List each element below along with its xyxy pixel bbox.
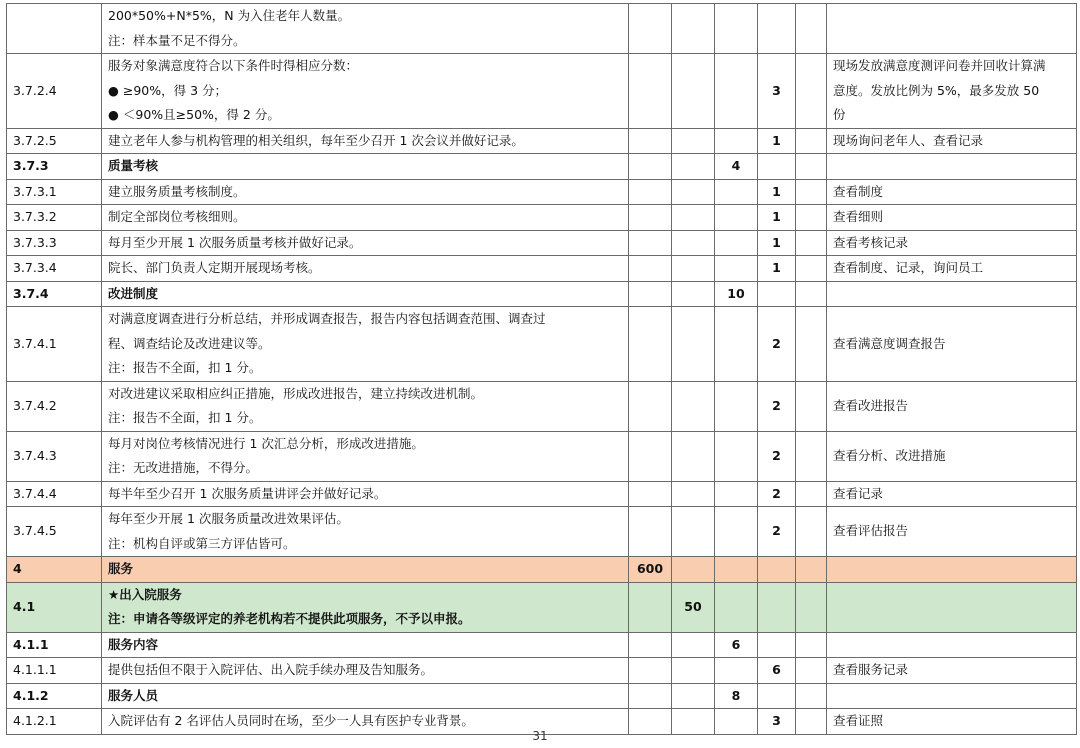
item-code-cell: 4: [7, 557, 102, 583]
blank-cell: [796, 281, 827, 307]
score-level-4-cell: [758, 4, 796, 54]
method-cell: [827, 658, 1077, 684]
score-level-4-cell: [758, 281, 796, 307]
content-line: ● ≥90%，得 3 分；: [108, 82, 228, 98]
score-level-1-cell: [629, 658, 672, 684]
method-line: 查看考核记录: [833, 234, 909, 250]
content-line: 200*50%+N*5%，N 为入住老年人数量。: [108, 8, 351, 23]
method-line: 查看分析、改进措施: [833, 447, 946, 463]
content-line: 服务人员: [108, 687, 159, 703]
score-level-3-cell: 6: [715, 632, 758, 658]
method-line: 查看满意度调查报告: [833, 335, 946, 351]
item-code-cell: 3.7.4.2: [7, 381, 102, 431]
score-level-4-cell: 1: [758, 179, 796, 205]
item-code-cell: 3.7.4.5: [7, 507, 102, 557]
item-code-cell: 3.7.3.3: [7, 230, 102, 256]
content-line: ★出入院服务: [108, 586, 182, 602]
score-level-2-cell: [672, 658, 715, 684]
method-cell: [827, 632, 1077, 658]
score-level-2-cell: [672, 4, 715, 54]
content-line: 注：报告不全面，扣 1 分。: [108, 360, 262, 375]
score-level-4-cell: [758, 557, 796, 583]
score-level-2-cell: [672, 128, 715, 154]
method-cell: [827, 557, 1077, 583]
score-level-4-cell: 1: [758, 128, 796, 154]
score-level-3-cell: [715, 307, 758, 382]
item-content-cell: [102, 431, 629, 481]
score-level-4-cell: 2: [758, 307, 796, 382]
content-line: 改进制度: [108, 285, 159, 301]
table-row: [7, 632, 1077, 658]
item-code-cell: 3.7.4.4: [7, 481, 102, 507]
score-level-4-cell: 2: [758, 507, 796, 557]
blank-cell: [796, 381, 827, 431]
item-code-cell: 3.7.3: [7, 154, 102, 180]
content-line: 程、调查结论及改进建议等。: [108, 335, 271, 351]
table-row: [7, 154, 1077, 180]
content-line: 建立服务质量考核制度。: [108, 183, 246, 199]
score-level-3-cell: [715, 481, 758, 507]
item-content-cell: [102, 632, 629, 658]
item-code-cell: 4.1: [7, 582, 102, 632]
score-level-2-cell: [672, 307, 715, 382]
item-code-cell: 4.1.2.1: [7, 709, 102, 735]
table-row: [7, 230, 1077, 256]
content-line: 每月至少开展 1 次服务质量考核并做好记录。: [108, 234, 362, 250]
item-code-cell: 3.7.3.4: [7, 256, 102, 282]
table-row: [7, 507, 1077, 557]
method-cell: [827, 154, 1077, 180]
method-cell: [827, 281, 1077, 307]
score-level-1-cell: [629, 431, 672, 481]
score-level-1-cell: [629, 507, 672, 557]
content-line: 对满意度调查进行分析总结，并形成调查报告，报告内容包括调查范围、调查过: [108, 311, 546, 326]
content-line: 服务: [108, 561, 134, 576]
score-level-2-cell: [672, 256, 715, 282]
content-line: 注：机构自评或第三方评估皆可。: [108, 535, 296, 551]
blank-cell: [796, 54, 827, 129]
blank-cell: [796, 256, 827, 282]
method-line: 查看评估报告: [833, 523, 909, 539]
score-level-1-cell: [629, 582, 672, 632]
method-cell: [827, 128, 1077, 154]
method-cell: [827, 381, 1077, 431]
score-level-2-cell: [672, 381, 715, 431]
score-level-2-cell: [672, 481, 715, 507]
method-cell: [827, 179, 1077, 205]
item-content-cell: [102, 205, 629, 231]
score-level-3-cell: [715, 557, 758, 583]
score-level-1-cell: [629, 4, 672, 54]
content-line: 每半年至少召开 1 次服务质量讲评会并做好记录。: [108, 485, 387, 501]
content-line: 制定全部岗位考核细则。: [108, 209, 246, 224]
item-content-cell: [102, 307, 629, 382]
criteria-table: [6, 3, 1077, 735]
content-line: 注：申请各等级评定的养老机构若不提供此项服务，不予以申报。: [108, 611, 471, 626]
item-code-cell: 3.7.3.1: [7, 179, 102, 205]
score-level-4-cell: [758, 154, 796, 180]
table-row: [7, 658, 1077, 684]
score-level-3-cell: [715, 431, 758, 481]
blank-cell: [796, 632, 827, 658]
method-cell: [827, 431, 1077, 481]
score-level-4-cell: 1: [758, 205, 796, 231]
score-level-1-cell: [629, 307, 672, 382]
score-level-3-cell: [715, 4, 758, 54]
score-level-1-cell: [629, 381, 672, 431]
item-code-cell: 3.7.2.5: [7, 128, 102, 154]
score-level-1-cell: [629, 179, 672, 205]
content-line: 提供包括但不限于入院评估、出入院手续办理及告知服务。: [108, 662, 434, 677]
method-cell: [827, 54, 1077, 129]
item-code-cell: 3.7.3.2: [7, 205, 102, 231]
table-row: [7, 381, 1077, 431]
blank-cell: [796, 582, 827, 632]
item-content-cell: [102, 507, 629, 557]
item-code-cell: 4.1.1: [7, 632, 102, 658]
content-line: 注：样本量不足不得分。: [108, 32, 246, 48]
score-level-4-cell: 1: [758, 230, 796, 256]
score-level-3-cell: [715, 582, 758, 632]
score-level-3-cell: [715, 381, 758, 431]
method-cell: [827, 507, 1077, 557]
content-line: ● ＜90%且≥50%，得 2 分。: [108, 107, 280, 122]
content-line: 入院评估有 2 名评估人员同时在场，至少一人具有医护专业背景。: [108, 713, 474, 728]
score-level-3-cell: [715, 205, 758, 231]
content-line: 服务对象满意度符合以下条件时得相应分数：: [108, 58, 359, 73]
score-level-2-cell: [672, 507, 715, 557]
item-content-cell: [102, 381, 629, 431]
content-line: 院长、部门负责人定期开展现场考核。: [108, 260, 321, 275]
method-cell: [827, 307, 1077, 382]
item-content-cell: [102, 256, 629, 282]
score-level-2-cell: 50: [672, 582, 715, 632]
blank-cell: [796, 481, 827, 507]
item-code-cell: 3.7.4.3: [7, 431, 102, 481]
table-row: [7, 128, 1077, 154]
blank-cell: [796, 230, 827, 256]
item-content-cell: [102, 128, 629, 154]
table-row: [7, 683, 1077, 709]
method-line: 查看记录: [833, 485, 884, 501]
method-line: 查看制度、记录，询问员工: [833, 260, 984, 275]
score-level-1-cell: [629, 281, 672, 307]
method-cell: [827, 256, 1077, 282]
score-level-1-cell: [629, 481, 672, 507]
table-row: [7, 557, 1077, 583]
method-cell: [827, 230, 1077, 256]
score-level-4-cell: 3: [758, 54, 796, 129]
score-level-3-cell: [715, 128, 758, 154]
method-line: 意度。发放比例为 5%，最多发放 50: [833, 82, 1040, 98]
score-level-1-cell: [629, 256, 672, 282]
item-content-cell: [102, 582, 629, 632]
blank-cell: [796, 154, 827, 180]
blank-cell: [796, 658, 827, 684]
method-cell: [827, 4, 1077, 54]
score-level-2-cell: [672, 154, 715, 180]
score-level-1-cell: [629, 632, 672, 658]
table-row: [7, 431, 1077, 481]
score-level-4-cell: 3: [758, 709, 796, 735]
blank-cell: [796, 4, 827, 54]
table-row: [7, 256, 1077, 282]
item-code-cell: 3.7.4: [7, 281, 102, 307]
method-line: 现场询问老年人、查看记录: [833, 132, 984, 148]
item-content-cell: [102, 557, 629, 583]
score-level-3-cell: 10: [715, 281, 758, 307]
page-number: 31: [532, 729, 548, 743]
score-level-3-cell: [715, 54, 758, 129]
method-cell: [827, 205, 1077, 231]
score-level-1-cell: [629, 128, 672, 154]
method-line: 查看细则: [833, 209, 884, 224]
score-level-4-cell: 2: [758, 381, 796, 431]
score-level-4-cell: 2: [758, 431, 796, 481]
score-level-2-cell: [672, 230, 715, 256]
score-level-2-cell: [672, 431, 715, 481]
method-line: 查看服务记录: [833, 662, 909, 677]
content-line: 每月对岗位考核情况进行 1 次汇总分析，形成改进措施。: [108, 435, 424, 451]
score-level-3-cell: [715, 179, 758, 205]
score-level-3-cell: 4: [715, 154, 758, 180]
score-level-2-cell: [672, 557, 715, 583]
item-content-cell: [102, 683, 629, 709]
score-level-4-cell: 1: [758, 256, 796, 282]
blank-cell: [796, 683, 827, 709]
blank-cell: [796, 431, 827, 481]
content-line: 质量考核: [108, 158, 159, 173]
score-level-1-cell: [629, 683, 672, 709]
score-level-3-cell: 8: [715, 683, 758, 709]
table-row: [7, 205, 1077, 231]
table-row: [7, 481, 1077, 507]
item-content-cell: [102, 54, 629, 129]
blank-cell: [796, 507, 827, 557]
item-content-cell: [102, 154, 629, 180]
score-level-4-cell: [758, 683, 796, 709]
item-code-cell: 4.1.2: [7, 683, 102, 709]
score-level-4-cell: [758, 632, 796, 658]
method-line: 份: [833, 107, 846, 122]
item-content-cell: [102, 4, 629, 54]
method-line: 查看证照: [833, 713, 884, 728]
score-level-1-cell: [629, 54, 672, 129]
score-level-4-cell: 6: [758, 658, 796, 684]
score-level-2-cell: [672, 683, 715, 709]
content-line: 每年至少开展 1 次服务质量改进效果评估。: [108, 511, 349, 526]
item-content-cell: [102, 481, 629, 507]
item-code-cell: 3.7.4.1: [7, 307, 102, 382]
item-code-cell: [7, 4, 102, 54]
score-level-2-cell: [672, 205, 715, 231]
score-level-2-cell: [672, 632, 715, 658]
score-level-3-cell: [715, 507, 758, 557]
score-level-3-cell: [715, 256, 758, 282]
item-code-cell: 3.7.2.4: [7, 54, 102, 129]
method-cell: [827, 683, 1077, 709]
table-row: [7, 54, 1077, 129]
blank-cell: [796, 557, 827, 583]
method-cell: [827, 582, 1077, 632]
method-line: 查看改进报告: [833, 397, 909, 413]
item-content-cell: [102, 658, 629, 684]
content-line: 建立老年人参与机构管理的相关组织，每年至少召开 1 次会议并做好记录。: [108, 132, 524, 148]
content-line: 注：报告不全面，扣 1 分。: [108, 410, 262, 425]
content-line: 注：无改进措施，不得分。: [108, 460, 259, 475]
method-line: 查看制度: [833, 183, 884, 199]
score-level-2-cell: [672, 179, 715, 205]
score-level-1-cell: [629, 205, 672, 231]
score-level-3-cell: [715, 658, 758, 684]
blank-cell: [796, 179, 827, 205]
content-line: 服务内容: [108, 636, 159, 652]
table-row: [7, 179, 1077, 205]
score-level-1-cell: [629, 230, 672, 256]
table-row: [7, 4, 1077, 54]
score-level-3-cell: [715, 230, 758, 256]
item-content-cell: [102, 281, 629, 307]
item-content-cell: [102, 230, 629, 256]
blank-cell: [796, 128, 827, 154]
table-row: [7, 307, 1077, 382]
table-row: [7, 582, 1077, 632]
score-level-1-cell: 600: [629, 557, 672, 583]
method-cell: [827, 481, 1077, 507]
score-level-2-cell: [672, 54, 715, 129]
content-line: 对改进建议采取相应纠正措施，形成改进报告，建立持续改进机制。: [108, 385, 484, 401]
score-level-4-cell: 2: [758, 481, 796, 507]
blank-cell: [796, 205, 827, 231]
blank-cell: [796, 307, 827, 382]
item-code-cell: 4.1.1.1: [7, 658, 102, 684]
score-level-2-cell: [672, 281, 715, 307]
score-level-1-cell: [629, 154, 672, 180]
table-row: [7, 281, 1077, 307]
score-level-4-cell: [758, 582, 796, 632]
method-line: 现场发放满意度测评问卷并回收计算满: [833, 58, 1046, 73]
item-content-cell: [102, 179, 629, 205]
